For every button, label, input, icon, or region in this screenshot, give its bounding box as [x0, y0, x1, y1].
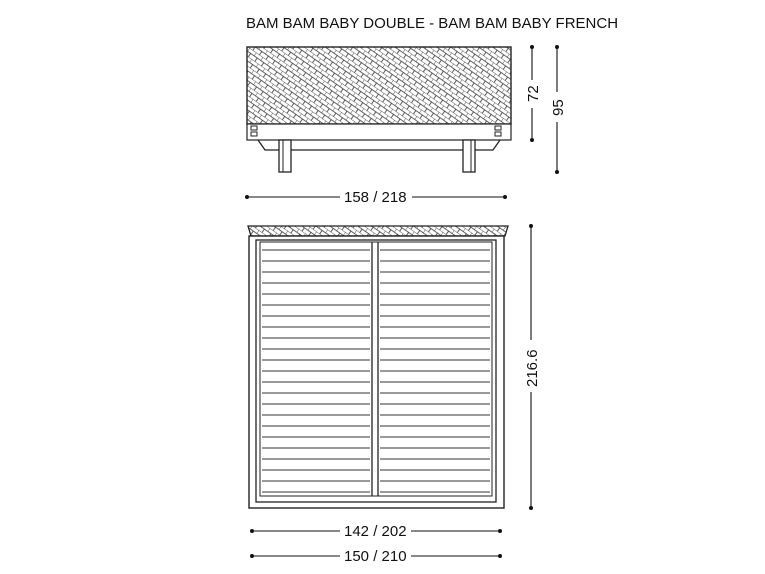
plan-headboard-strip — [248, 226, 508, 236]
top-plan — [248, 226, 508, 508]
headboard-weave-panel — [247, 47, 511, 124]
dimension-frame-width — [250, 548, 502, 565]
label-158-218: 158 / 218 — [344, 189, 407, 206]
dimension-inner-width — [250, 523, 502, 540]
label-216-6: 216.6 — [524, 349, 541, 387]
dimension-overall-length — [524, 224, 541, 510]
headboard-lower-rim — [247, 124, 511, 140]
left-leg — [279, 140, 291, 172]
dimension-headboard-height — [525, 45, 542, 142]
dimension-total-height — [550, 45, 567, 174]
dimension-overall-width — [245, 189, 507, 206]
plan-outer-frame — [249, 236, 504, 508]
label-95: 95 — [550, 99, 567, 116]
label-72: 72 — [525, 85, 542, 102]
right-leg — [463, 140, 475, 172]
front-elevation — [247, 47, 511, 172]
label-142-202: 142 / 202 — [344, 523, 407, 540]
drawing-title: BAM BAM BABY DOUBLE - BAM BAM BABY FRENCH — [246, 15, 619, 32]
label-150-210: 150 / 210 — [344, 548, 407, 565]
